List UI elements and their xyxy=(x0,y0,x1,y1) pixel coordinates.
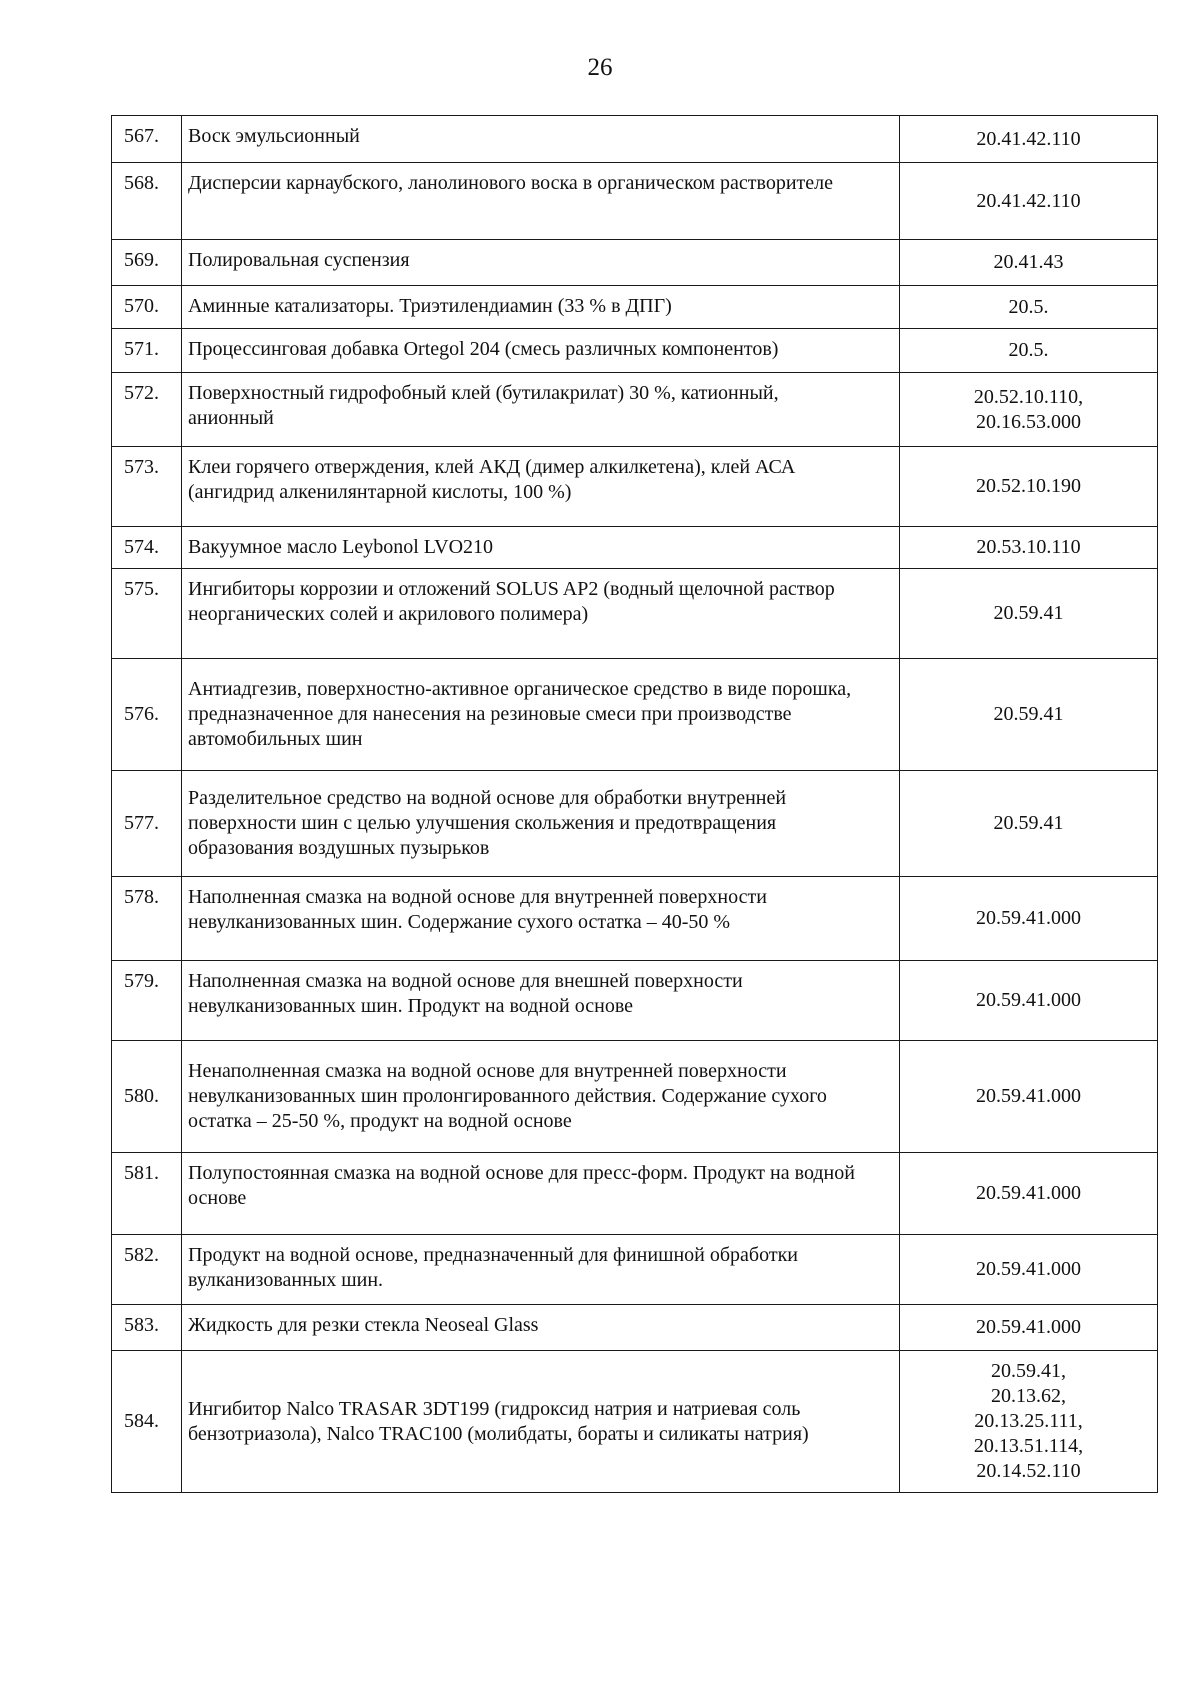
row-number: 567. xyxy=(124,125,159,147)
table-row xyxy=(112,877,1158,961)
row-number-cell xyxy=(112,527,182,569)
row-number: 577. xyxy=(124,812,159,834)
product-name-cell xyxy=(182,240,900,286)
product-name-cell xyxy=(182,1153,900,1235)
product-name: Антиадгезив, поверхностно-активное органическое средство в виде порошка, предназначенное для нанесения на резиновые смеси при производстве автомобильных шин xyxy=(188,678,852,750)
product-name: Продукт на водной основе, предназначенный для финишной обработки вулканизованных шин. xyxy=(188,1244,798,1291)
row-number: 574. xyxy=(124,536,159,558)
table-row xyxy=(112,961,1158,1041)
table-row xyxy=(112,116,1158,163)
table-row xyxy=(112,163,1158,240)
product-code: 20.59.41.000 xyxy=(976,907,1081,929)
product-code: 20.59.41 xyxy=(993,602,1064,624)
product-code-cell xyxy=(900,116,1158,163)
product-code-cell xyxy=(900,1351,1158,1493)
product-name: Процессинговая добавка Ortegol 204 (смесь различных компонентов) xyxy=(188,338,779,360)
product-name-cell xyxy=(182,1235,900,1305)
product-code: 20.41.43 xyxy=(993,251,1064,273)
product-name-cell xyxy=(182,373,900,447)
product-name: Ингибитор Nalco TRASAR 3DT199 (гидроксид натрия и натриевая соль бензотриазола), Nalco TRAC100 (молибдаты, бораты и силикаты натрия) xyxy=(188,1397,809,1445)
table-row xyxy=(112,1235,1158,1305)
row-number: 569. xyxy=(124,249,159,271)
product-name: Ингибиторы коррозии и отложений SOLUS AP2 (водный щелочной раствор неорганических солей и акрилового полимера) xyxy=(188,578,835,625)
product-code-cell xyxy=(900,569,1158,659)
product-code: 20.59.41, 20.13.62, 20.13.25.111, 20.13.51.114, 20.14.52.110 xyxy=(973,1360,1084,1482)
product-name-cell xyxy=(182,329,900,373)
product-name: Клеи горячего отверждения, клей АКД (димер алкилкетена), клей АСА (ангидрид алкенилянтарной кислоты, 100 %) xyxy=(188,456,796,503)
table-row xyxy=(112,1305,1158,1351)
table-row xyxy=(112,240,1158,286)
product-name-cell xyxy=(182,163,900,240)
product-name: Полировальная суспензия xyxy=(188,249,410,271)
product-name-cell xyxy=(182,116,900,163)
table-row xyxy=(112,1153,1158,1235)
product-name-cell xyxy=(182,1305,900,1351)
product-code-cell xyxy=(900,961,1158,1041)
row-number: 572. xyxy=(124,382,159,404)
product-name: Наполненная смазка на водной основе для внешней поверхности невулканизованных шин. Продукт на водной основе xyxy=(188,970,743,1017)
product-code-cell xyxy=(900,1041,1158,1153)
row-number-cell xyxy=(112,116,182,163)
row-number-cell xyxy=(112,163,182,240)
product-code: 20.52.10.190 xyxy=(976,475,1081,497)
row-number-cell xyxy=(112,1351,182,1493)
product-code: 20.5. xyxy=(1008,295,1049,318)
row-number: 573. xyxy=(124,456,159,478)
row-number: 583. xyxy=(124,1314,159,1336)
product-code-cell xyxy=(900,329,1158,373)
row-number-cell xyxy=(112,569,182,659)
row-number-cell xyxy=(112,1305,182,1351)
product-name: Жидкость для резки стекла Neoseal Glass xyxy=(188,1314,539,1336)
table-row xyxy=(112,329,1158,373)
product-code-cell xyxy=(900,1235,1158,1305)
product-code: 20.41.42.110 xyxy=(976,189,1081,212)
table-row xyxy=(112,569,1158,659)
row-number-cell xyxy=(112,1153,182,1235)
product-name: Вакуумное масло Leybonol LVO210 xyxy=(188,536,494,558)
product-name: Дисперсии карнаубского, ланолинового воска в органическом растворителе xyxy=(188,172,833,194)
product-code: 20.5. xyxy=(1008,339,1049,361)
row-number-cell xyxy=(112,771,182,877)
product-name-cell xyxy=(182,771,900,877)
product-name: Наполненная смазка на водной основе для внутренней поверхности невулканизованных шин. Содержание сухого остатка – 40-50 % xyxy=(188,886,767,933)
product-name: Аминные катализаторы. Триэтилендиамин (33 % в ДПГ) xyxy=(188,295,672,317)
product-code-cell xyxy=(900,373,1158,447)
product-code-cell xyxy=(900,240,1158,286)
product-name: Поверхностный гидрофобный клей (бутилакрилат) 30 %, катионный, анионный xyxy=(188,382,779,429)
product-name: Полупостоянная смазка на водной основе для пресс-форм. Продукт на водной основе xyxy=(188,1162,855,1209)
table-row xyxy=(112,659,1158,771)
product-code: 20.59.41.000 xyxy=(976,1085,1081,1107)
row-number: 571. xyxy=(124,338,159,360)
row-number: 568. xyxy=(124,172,159,194)
product-code: 20.52.10.110, 20.16.53.000 xyxy=(973,385,1084,433)
row-number-cell xyxy=(112,240,182,286)
product-code-cell xyxy=(900,163,1158,240)
product-name-cell xyxy=(182,286,900,329)
product-code-cell xyxy=(900,447,1158,527)
table-body xyxy=(112,116,1158,1493)
product-name-cell xyxy=(182,1041,900,1153)
product-code: 20.59.41 xyxy=(993,812,1064,834)
row-number-cell xyxy=(112,1041,182,1153)
product-code: 20.59.41 xyxy=(993,703,1064,725)
table-row xyxy=(112,447,1158,527)
product-code-cell xyxy=(900,771,1158,877)
product-name-cell xyxy=(182,659,900,771)
row-number: 579. xyxy=(124,970,159,992)
product-code-cell xyxy=(900,877,1158,961)
product-code-cell xyxy=(900,1153,1158,1235)
product-code-cell xyxy=(900,286,1158,329)
row-number: 582. xyxy=(124,1244,159,1266)
table-row xyxy=(112,1351,1158,1493)
row-number: 575. xyxy=(124,578,159,600)
row-number: 584. xyxy=(124,1410,159,1432)
row-number-cell xyxy=(112,659,182,771)
row-number-cell xyxy=(112,877,182,961)
table-row xyxy=(112,373,1158,447)
row-number-cell xyxy=(112,373,182,447)
product-code: 20.59.41.000 xyxy=(976,1316,1081,1338)
product-code-cell xyxy=(900,527,1158,569)
row-number: 570. xyxy=(124,295,159,317)
row-number: 581. xyxy=(124,1162,159,1184)
row-number-cell xyxy=(112,286,182,329)
row-number-cell xyxy=(112,961,182,1041)
product-name-cell xyxy=(182,877,900,961)
product-code: 20.53.10.110 xyxy=(976,536,1081,558)
product-name-cell xyxy=(182,569,900,659)
product-code: 20.59.41.000 xyxy=(976,1258,1081,1280)
product-name-cell xyxy=(182,961,900,1041)
table-row xyxy=(112,286,1158,329)
table-row xyxy=(112,771,1158,877)
product-name: Воск эмульсионный xyxy=(188,125,360,147)
table-row xyxy=(112,527,1158,569)
product-name: Ненаполненная смазка на водной основе для внутренней поверхности невулканизованных шин пролонгированного действия. Содержание сухого остатка – 25-50 %, продукт на водной основе xyxy=(188,1060,827,1132)
product-name-cell xyxy=(182,527,900,569)
product-name: Разделительное средство на водной основе для обработки внутренней поверхности шин с целью улучшения скольжения и предотвращения образования воздушных пузырьков xyxy=(188,787,787,859)
row-number-cell xyxy=(112,447,182,527)
product-code: 20.59.41.000 xyxy=(976,989,1081,1011)
page-number: 26 xyxy=(587,54,613,81)
product-code: 20.59.41.000 xyxy=(976,1182,1081,1204)
row-number: 580. xyxy=(124,1085,159,1107)
row-number: 576. xyxy=(124,703,159,725)
row-number-cell xyxy=(112,1235,182,1305)
product-code-cell xyxy=(900,659,1158,771)
product-name-cell xyxy=(182,1351,900,1493)
product-code-cell xyxy=(900,1305,1158,1351)
product-name-cell xyxy=(182,447,900,527)
products-table xyxy=(111,115,1158,1493)
row-number-cell xyxy=(112,329,182,373)
row-number: 578. xyxy=(124,886,159,908)
product-code: 20.41.42.110 xyxy=(976,127,1081,150)
table-row xyxy=(112,1041,1158,1153)
